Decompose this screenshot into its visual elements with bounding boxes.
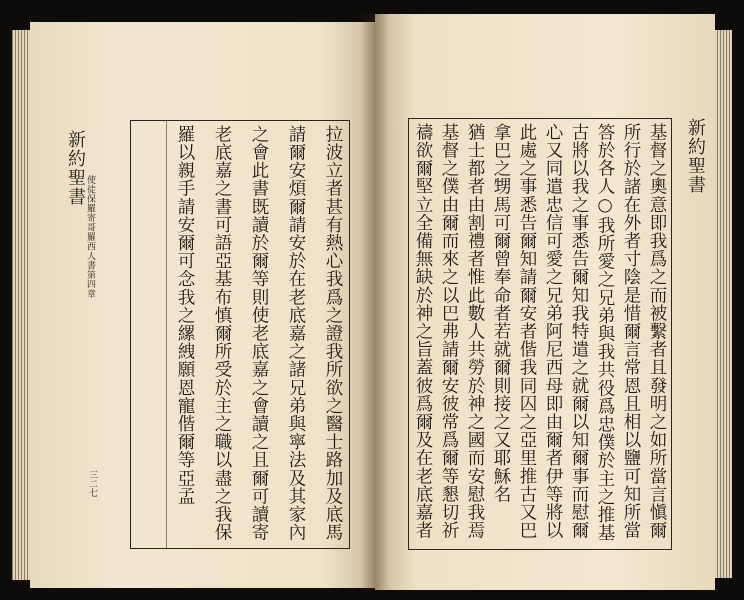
right-column-7: 拿巴之甥馬可爾曾奉命者若就爾則接之又耶穌名 (491, 123, 511, 504)
right-column-5: 心又同遣忠信可愛之兄弟阿尼西母即由爾者伊等將以 (543, 123, 563, 540)
left-column-divider (166, 121, 167, 548)
left-folio: 三二七 (87, 470, 97, 497)
right-column-3: 答於各人○我所愛之兄弟與我共役爲忠僕於主之推基 (595, 123, 615, 542)
right-column-9: 基督之僕由爾而來之以巴弗請爾安彼常爲爾等懇切祈 (439, 123, 459, 540)
right-column-2: 所行於諸在外者寸陰是惜爾言常恩且相以鹽可知所當 (621, 123, 641, 540)
left-running-subtitle: 使徒保羅寄哥羅西人書第四章 (85, 175, 95, 299)
left-running-title: 新約聖書 (65, 130, 86, 206)
right-text-frame (408, 118, 672, 550)
left-page-edges (12, 30, 32, 580)
right-column-1: 基督之奧意即我爲之而被繫者且發明之如所當言愼爾 (647, 123, 667, 540)
right-column-6: 此處之事悉告爾知請爾安者偕我同囚之亞里推古又巴 (517, 123, 537, 540)
left-column-4: 老底嘉之書可語亞基布慎爾所受於主之職以盡之我保 (212, 125, 232, 542)
right-column-8: 猶士都者由割禮者惟此數人共勞於神之國而安慰我焉 (465, 123, 485, 540)
right-column-10: 禱欲爾堅立全備無缺於神之旨蓋彼爲爾及在老底嘉者 (413, 123, 433, 540)
left-column-1: 拉波立者甚有熱心我爲之證我所欲之醫士路加及底馬 (323, 125, 343, 542)
right-page-edges (714, 30, 732, 578)
gutter-shadow (360, 14, 390, 590)
right-running-title: 新約聖書 (685, 118, 706, 194)
left-column-2: 請爾安煩爾請安於在老底嘉之諸兄弟與寧法及其家內 (286, 125, 306, 542)
left-column-5: 羅以親手請安爾可念我之縲絏願恩寵偕爾等亞孟 (175, 125, 195, 506)
left-column-3: 之會此書既讀於爾等則使老底嘉之會讀之且爾可讀寄 (249, 125, 269, 542)
right-column-4: 古將以我之事悉告爾知我特遣之就爾以知爾事而慰爾 (569, 123, 589, 540)
left-text-frame (130, 120, 350, 549)
